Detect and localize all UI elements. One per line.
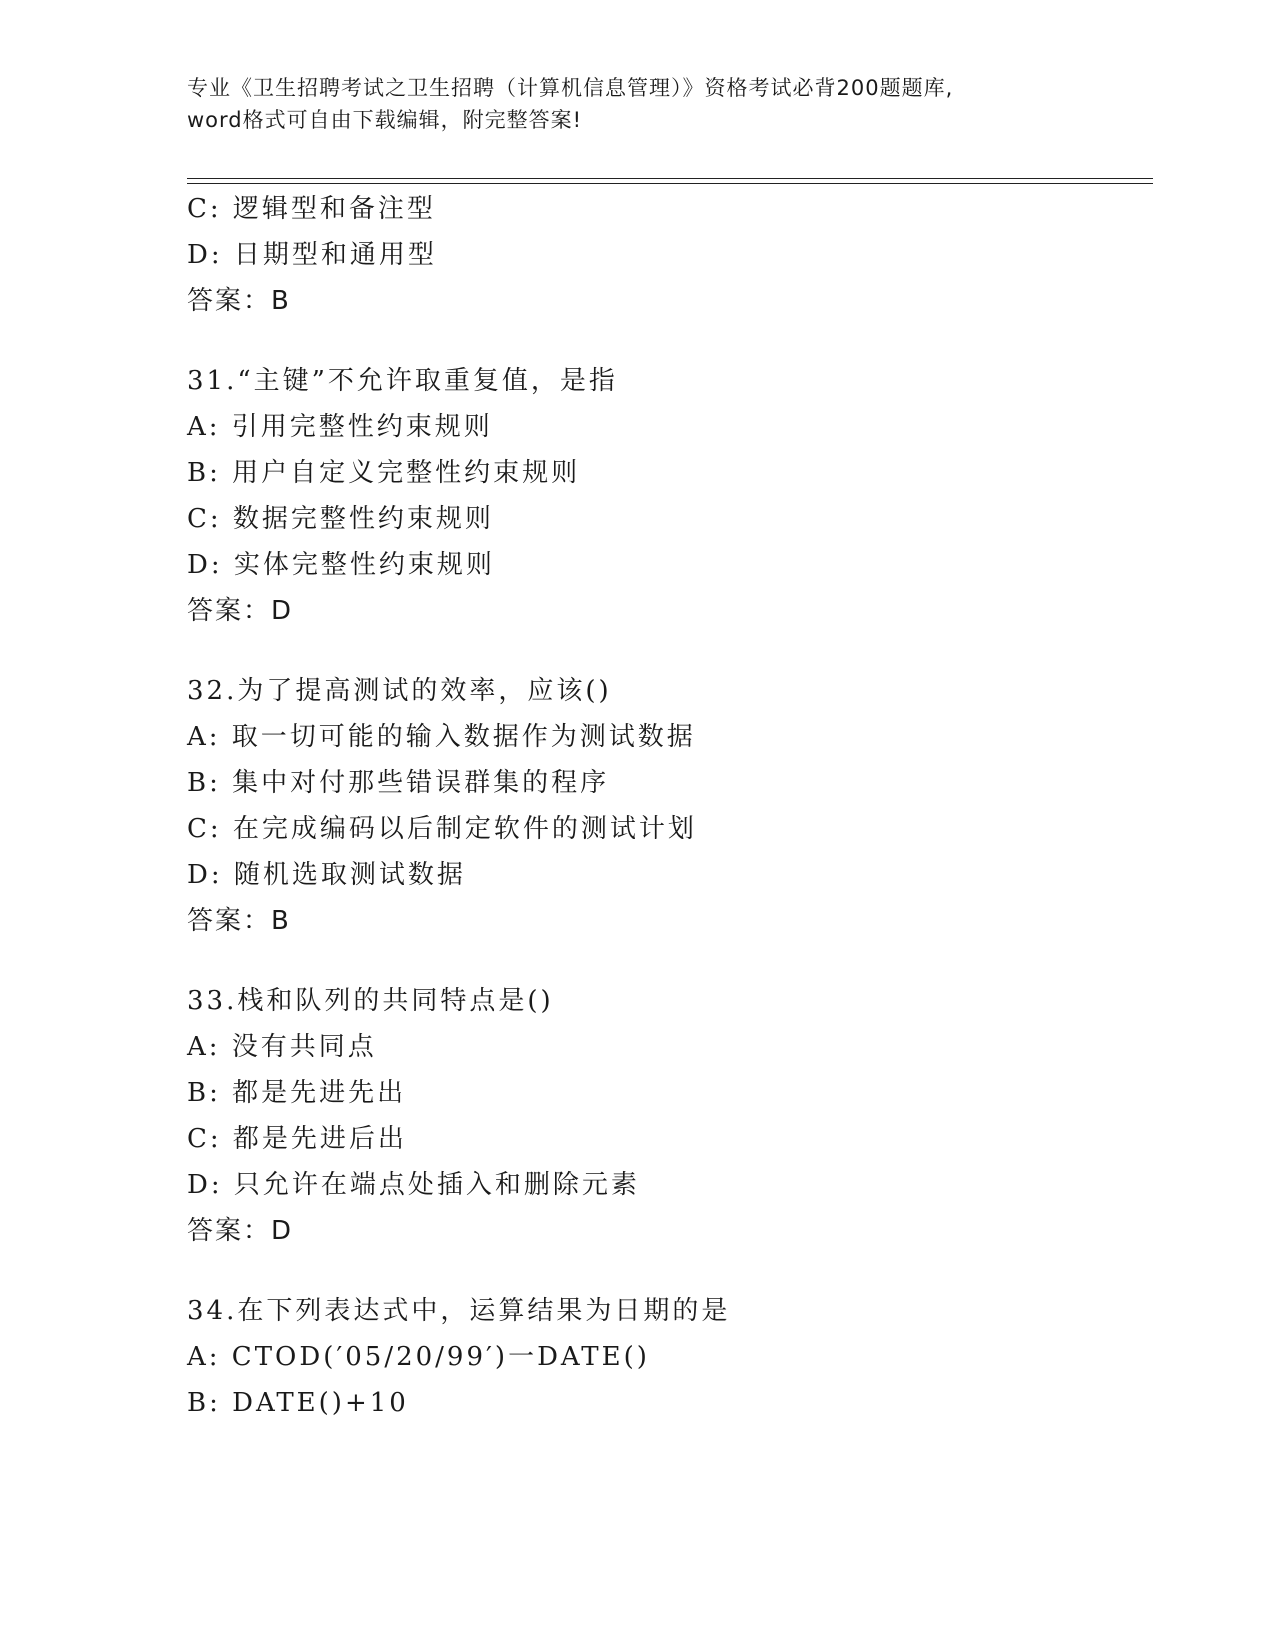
header-divider-top <box>187 178 1153 179</box>
question-30 <box>187 186 1147 324</box>
option-c: C: 都是先进后出 <box>187 1124 407 1154</box>
option-b: B: 集中对付那些错误群集的程序 <box>187 768 610 798</box>
option-c: C: 数据完整性约束规则 <box>187 504 494 534</box>
header-divider-bottom <box>187 183 1153 184</box>
question-33 <box>187 978 1147 1254</box>
question-34 <box>187 1288 1147 1426</box>
document-header <box>187 72 1087 136</box>
header-title-line-2: word格式可自由下载编辑，附完整答案! <box>187 108 583 132</box>
option-d: D: 实体完整性约束规则 <box>187 550 495 580</box>
header-title-line-1: 专业《卫生招聘考试之卫生招聘（计算机信息管理）》资格考试必背200题题库, <box>187 76 954 100</box>
option-b: B: 都是先进先出 <box>187 1078 407 1108</box>
question-stem: 32.为了提高测试的效率，应该() <box>187 676 612 706</box>
question-list <box>187 186 1147 1460</box>
answer-label: 答案：D <box>187 596 294 626</box>
question-31 <box>187 358 1147 634</box>
question-stem: 31.“主键”不允许取重复值，是指 <box>187 366 618 396</box>
option-b: B: 用户自定义完整性约束规则 <box>187 458 581 488</box>
answer-label: 答案：D <box>187 1216 294 1246</box>
question-stem: 34.在下列表达式中，运算结果为日期的是 <box>187 1296 731 1326</box>
option-d: D: 日期型和通用型 <box>187 240 437 270</box>
answer-label: 答案：B <box>187 286 291 316</box>
option-a: A: 没有共同点 <box>187 1032 377 1062</box>
question-stem: 33.栈和队列的共同特点是() <box>187 986 554 1016</box>
option-a: A: 引用完整性约束规则 <box>187 412 493 442</box>
option-c: C: 逻辑型和备注型 <box>187 194 436 224</box>
option-a: A: 取一切可能的输入数据作为测试数据 <box>187 722 696 752</box>
question-32 <box>187 668 1147 944</box>
option-b: B: DATE()+10 <box>187 1388 409 1418</box>
option-d: D: 随机选取测试数据 <box>187 860 466 890</box>
answer-label: 答案：B <box>187 906 291 936</box>
option-d: D: 只允许在端点处插入和删除元素 <box>187 1170 640 1200</box>
option-c: C: 在完成编码以后制定软件的测试计划 <box>187 814 697 844</box>
option-a: A: CTOD(′05/20/99′)一DATE() <box>187 1342 650 1372</box>
